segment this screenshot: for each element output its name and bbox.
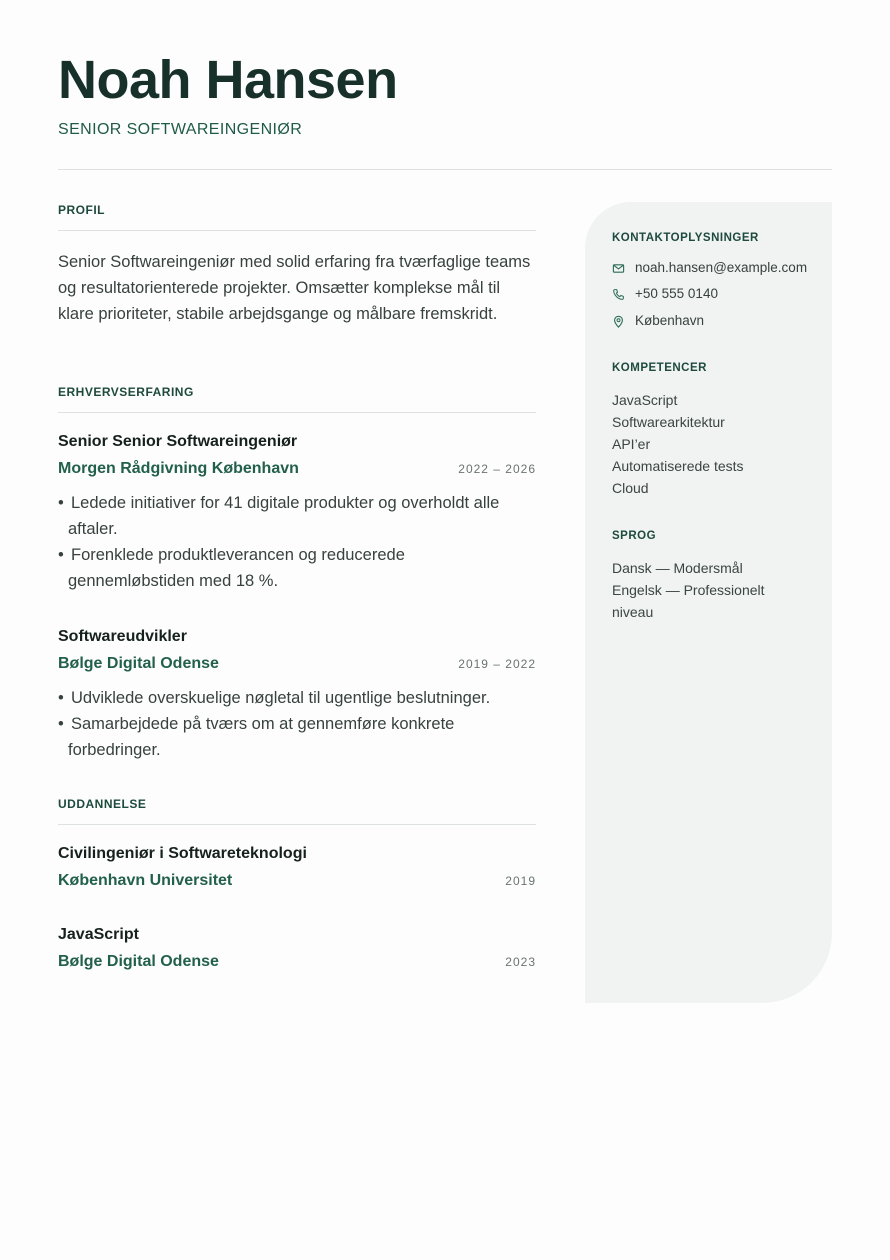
language-item: Engelsk — Professionelt niveau — [612, 582, 765, 620]
location-pin-icon — [612, 315, 625, 328]
email-text: noah.hansen@example.com — [635, 260, 808, 275]
location-text: København — [635, 313, 705, 328]
experience-section — [58, 382, 536, 763]
skills-list — [612, 389, 812, 499]
bullet-icon: • — [58, 715, 64, 733]
job-achievements — [58, 685, 536, 763]
sidebar-heading-skills: KOMPETENCER — [612, 362, 707, 374]
education-section — [58, 794, 536, 973]
candidate-name: Noah Hansen — [58, 50, 398, 110]
education-entry — [58, 924, 536, 973]
language-item: Dansk — Modersmål — [612, 560, 743, 576]
achievement-item: • Samarbejdede på tværs om at gennemføre konkrete forbedringer. — [58, 711, 536, 763]
sidebar-heading-languages: SPROG — [612, 530, 657, 542]
skill-item: Automatiserede tests — [612, 458, 744, 474]
job-company: Bølge Digital Odense — [58, 655, 219, 672]
education-year: 2023 — [505, 955, 536, 969]
phone-icon — [612, 288, 625, 301]
job-achievements — [58, 490, 536, 594]
contact-location — [612, 312, 704, 330]
phone-text: +50 555 0140 — [635, 286, 718, 301]
header-divider — [58, 169, 832, 170]
section-heading-experience: ERHVERVSERFARING — [58, 382, 536, 413]
education-year: 2019 — [505, 874, 536, 888]
achievement-item: • Ledede initiativer for 41 digitale produkter og overholdt alle aftaler. — [58, 490, 536, 542]
degree-title: Civilingeniør i Softwareteknologi — [58, 845, 307, 862]
bullet-icon: • — [58, 494, 64, 512]
achievement-item: • Udviklede overskuelige nøgletal til ugentlige beslutninger. — [58, 685, 536, 711]
job-entry — [58, 431, 536, 594]
profile-section — [58, 200, 536, 327]
institution: København Universitet — [58, 872, 233, 889]
languages-list — [612, 557, 787, 623]
skill-item: API’er — [612, 436, 651, 452]
bullet-icon: • — [58, 689, 64, 707]
skill-item: Softwarearkitektur — [612, 414, 725, 430]
profile-text: Senior Softwareingeniør med solid erfaring fra tværfaglige teams og resultatorienterede projekter. Omsætter komplekse mål til klare prioriteter, stabile arbejdsgange og målbare fremskridt. — [58, 253, 531, 323]
section-heading-education: UDDANNELSE — [58, 794, 536, 825]
contact-email[interactable] — [612, 259, 807, 277]
job-entry — [58, 626, 536, 763]
section-heading-profile: PROFIL — [58, 200, 536, 231]
job-dates: 2022 – 2026 — [458, 462, 536, 476]
bullet-icon: • — [58, 546, 64, 564]
contact-phone[interactable] — [612, 285, 718, 303]
job-title-subtitle: SENIOR SOFTWAREINGENIØR — [58, 121, 303, 138]
degree-title: JavaScript — [58, 926, 139, 943]
job-dates: 2019 – 2022 — [458, 657, 536, 671]
job-company: Morgen Rådgivning København — [58, 460, 299, 477]
skill-item: JavaScript — [612, 392, 678, 408]
sidebar — [585, 202, 832, 1003]
skill-item: Cloud — [612, 480, 649, 496]
achievement-item: • Forenklede produktleverancen og reducerede gennemløbstiden med 18 %. — [58, 542, 536, 594]
education-entry — [58, 843, 536, 892]
mail-icon — [612, 262, 625, 275]
job-position: Senior Senior Softwareingeniør — [58, 433, 298, 450]
job-position: Softwareudvikler — [58, 628, 187, 645]
institution: Bølge Digital Odense — [58, 953, 219, 970]
sidebar-heading-contact: KONTAKTOPLYSNINGER — [612, 232, 759, 244]
